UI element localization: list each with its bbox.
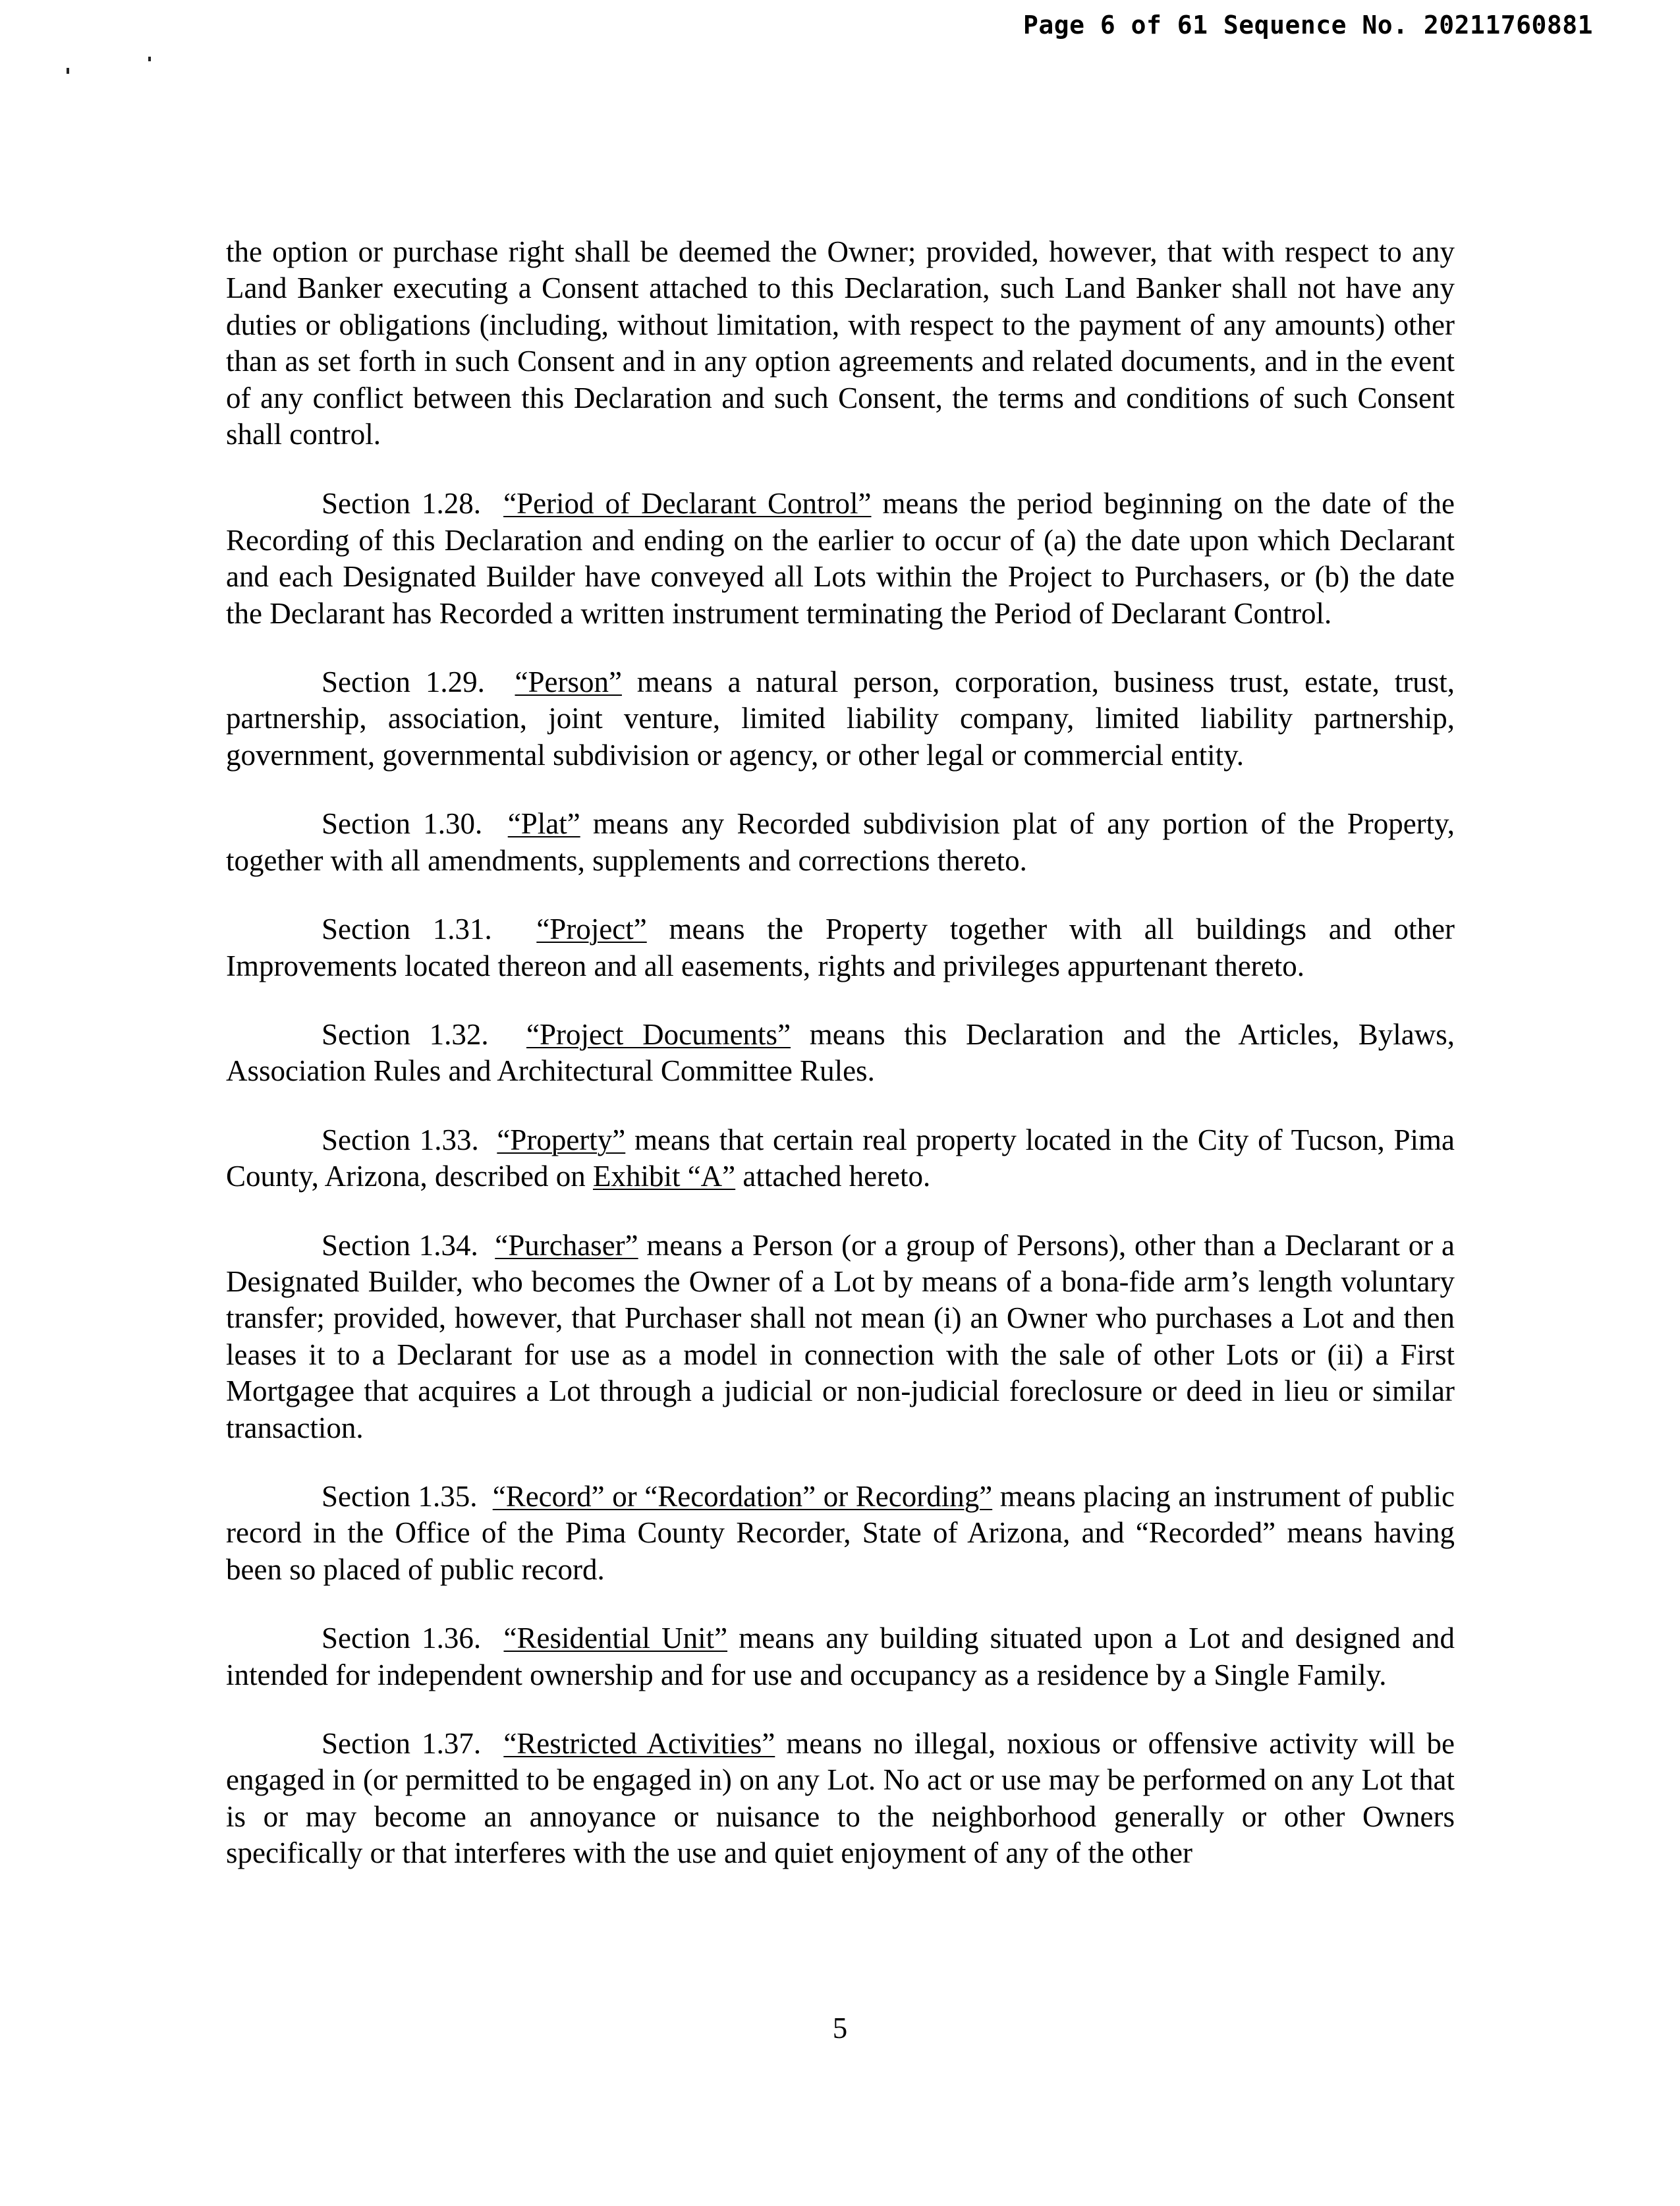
section-label: Section 1.37. <box>322 1727 482 1760</box>
section-1-36 <box>226 1620 1455 1693</box>
section-text: means the period beginning on the date of the Recording of this Declaration and ending on the earlier to occur of (a) the date upon which Declarant and each Designated Builder have conveyed all Lots within the Project to Purchasers, or (b) the date the Declarant has Recorded a written instrument terminating the Period of Declarant Control. <box>226 487 1455 630</box>
defined-term: “Plat” <box>507 807 580 841</box>
section-text: means this Declaration and the Articles, Bylaws, Association Rules and Architectural Committee Rules. <box>226 1017 1455 1088</box>
section-1-30 <box>226 806 1455 879</box>
section-text: means any building situated upon a Lot and designed and intended for independent ownership and for use and occupancy as a residence by a Single Family. <box>226 1622 1455 1691</box>
section-1-29 <box>226 664 1455 774</box>
paragraph-text: the option or purchase right shall be deemed the Owner; provided, however, that with respect to any Land Banker executing a Consent attached to this Declaration, such Land Banker shall not have any duties or obligations (including, without limitation, with respect to the payment of any amounts) other than as set forth in such Consent and in any option agreements and related documents, and in the event of any conflict between this Declaration and such Consent, the terms and conditions of such Consent shall control. <box>226 235 1455 451</box>
defined-term: “Purchaser” <box>495 1228 638 1262</box>
section-1-34 <box>226 1228 1455 1446</box>
section-text: means a natural person, corporation, business trust, estate, trust, partnership, association, joint venture, limited liability company, limited liability partnership, government, governmental subdivision or agency, or other legal or commercial entity. <box>226 665 1455 772</box>
section-1-31 <box>226 911 1455 984</box>
defined-term: “Project” <box>536 913 647 946</box>
scan-speck <box>148 57 151 61</box>
section-label: Section 1.30. <box>322 807 483 841</box>
defined-term: “Property” <box>497 1123 626 1156</box>
section-1-32 <box>226 1017 1455 1090</box>
section-label: Section 1.28. <box>322 487 482 521</box>
section-label: Section 1.32. <box>322 1017 489 1051</box>
section-label: Section 1.36. <box>322 1622 482 1655</box>
section-label: Section 1.33. <box>322 1123 479 1156</box>
section-text: means the Property together with all buildings and other Improvements located thereon and all easements, rights and privileges appurtenant thereto. <box>226 913 1455 982</box>
document-body <box>226 234 1455 1904</box>
section-1-28 <box>226 486 1455 632</box>
section-1-33 <box>226 1122 1455 1195</box>
exhibit-reference: Exhibit “A” <box>592 1160 736 1193</box>
page-number: 5 <box>832 2012 848 2045</box>
section-text: means any Recorded subdivision plat of any portion of the Property, together with all amendments, supplements and corrections thereto. <box>226 807 1455 877</box>
defined-term: “Project Documents” <box>526 1017 791 1051</box>
section-label: Section 1.35. <box>322 1479 478 1513</box>
section-label: Section 1.31. <box>322 913 492 946</box>
defined-term: “Person” <box>515 665 622 699</box>
recorder-page-stamp: Page 6 of 61 Sequence No. 20211760881 <box>1023 11 1593 40</box>
section-1-35 <box>226 1479 1455 1588</box>
section-text: means no illegal, noxious or offensive activity will be engaged in (or permitted to be engaged in) on any Lot. No act or use may be performed on any Lot that is or may become an annoyance or nuisance to the neighborhood generally or other Owners specifically or that interferes with the use and quiet enjoyment of any of the other <box>226 1727 1455 1870</box>
scan-speck <box>67 68 69 74</box>
section-label: Section 1.34. <box>322 1228 478 1262</box>
continued-paragraph <box>226 234 1455 453</box>
section-label: Section 1.29. <box>322 665 485 699</box>
section-text: means a Person (or a group of Persons), other than a Declarant or a Designated Builder, who becomes the Owner of a Lot by means of a bona-fide arm’s length voluntary transfer; provided, however, that Purchaser shall not mean (i) an Owner who purchases a Lot and then leases it to a Declarant for use as a model in connection with the sale of other Lots or (ii) a First Mortgagee that acquires a Lot through a judicial or non-judicial foreclosure or deed in lieu or similar transaction. <box>226 1228 1455 1444</box>
defined-term: “Period of Declarant Control” <box>503 487 872 521</box>
defined-term: “Record” or “Recordation” or Recording” <box>492 1479 993 1513</box>
section-text: means that certain real property located in the City of Tucson, Pima County, Arizona, described on <box>226 1123 1455 1193</box>
section-text: means placing an instrument of public record in the Office of the Pima County Recorder, State of Arizona, and “Recorded” means having been so placed of public record. <box>226 1479 1455 1586</box>
section-text: attached hereto. <box>735 1160 931 1193</box>
defined-term: “Restricted Activities” <box>503 1727 775 1760</box>
defined-term: “Residential Unit” <box>503 1622 728 1655</box>
section-1-37 <box>226 1726 1455 1872</box>
